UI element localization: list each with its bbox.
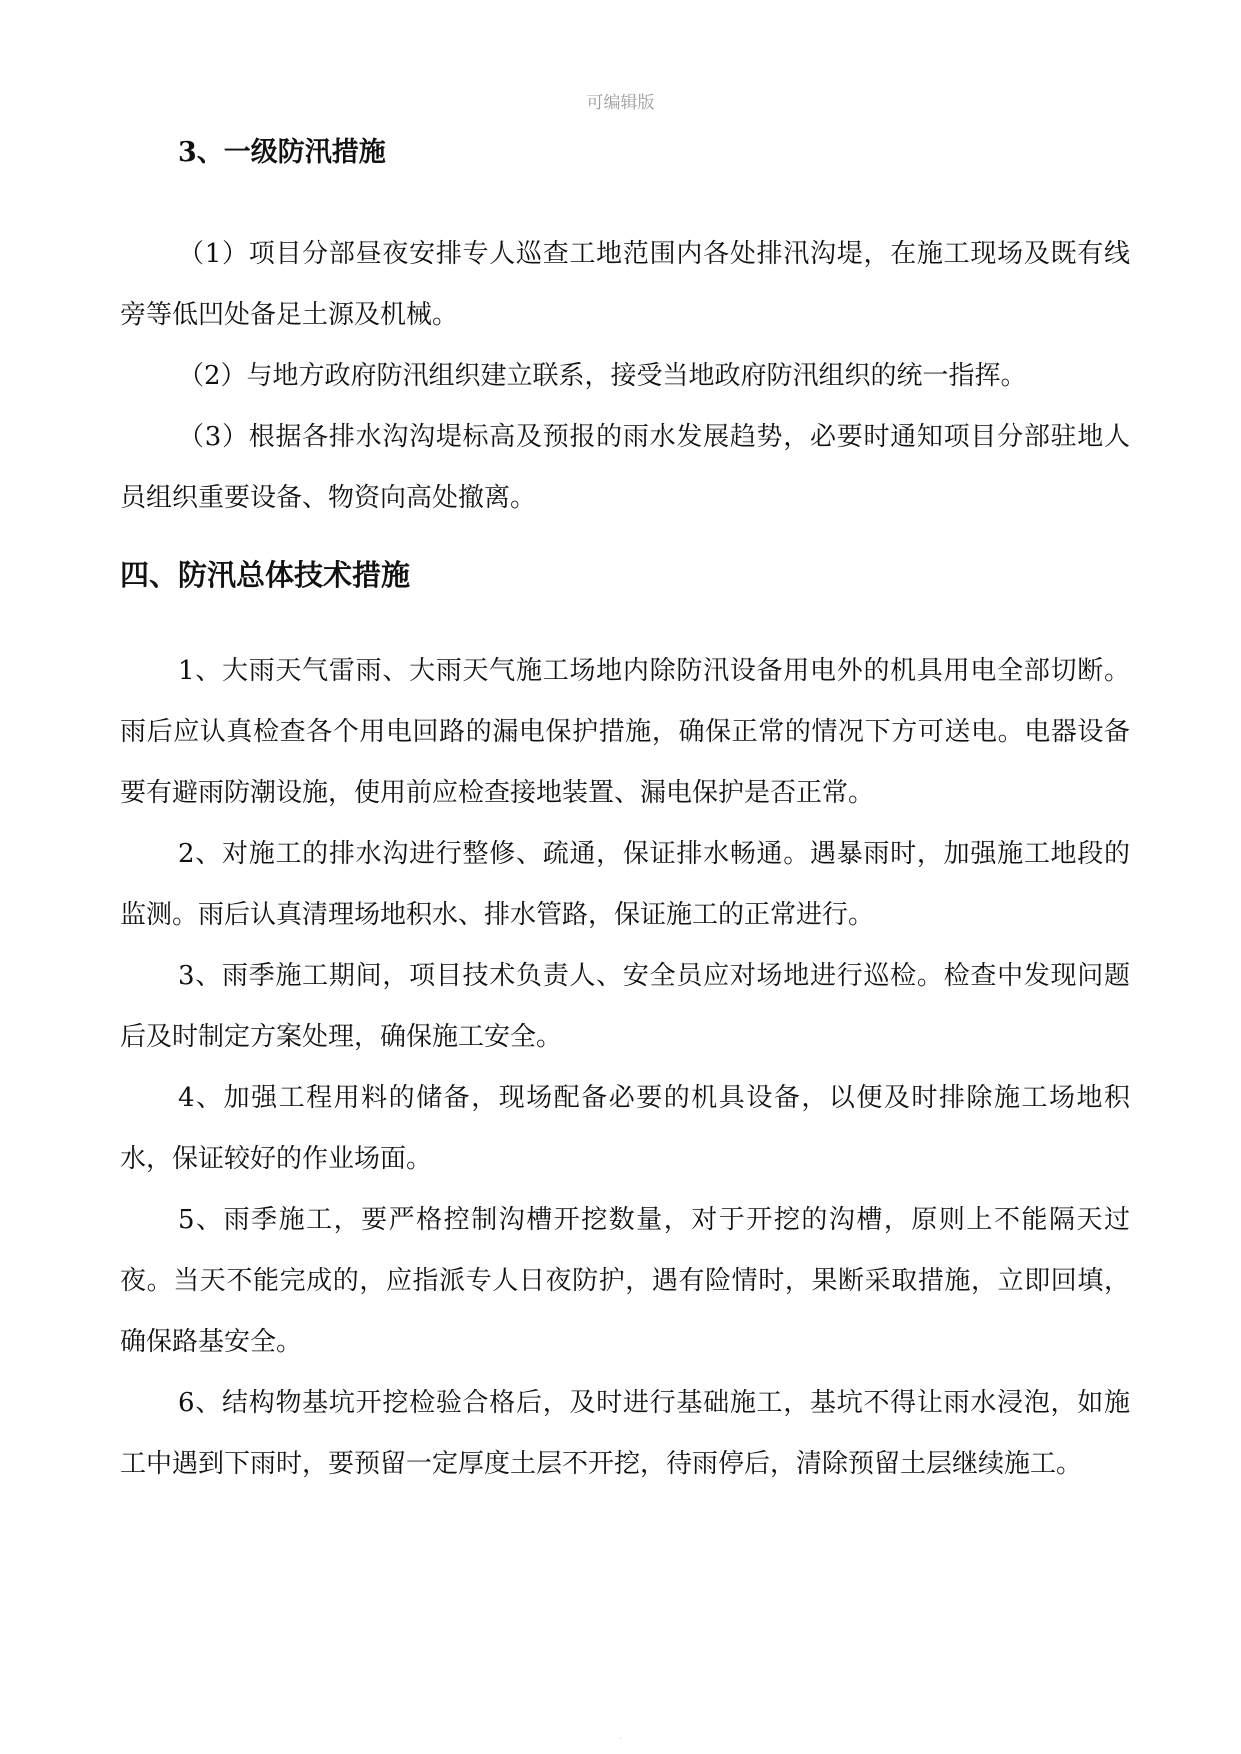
page-header-mark: 可编辑版 (586, 93, 655, 113)
section-3-item-3: （3）根据各排水沟沟堤标高及预报的雨水发展趋势，必要时通知项目分部驻地人员组织重要设备、物资向高处撤离。 (120, 422, 1130, 513)
spacer (120, 178, 1130, 224)
section-4-item-1: 1、大雨天气雷雨、大雨天气施工场地内除防汛设备用电外的机具用电全部切断。雨后应认真检查各个用电回路的漏电保护措施，确保正常的情况下方可送电。电器设备要有避雨防潮设施，使用前应检查接地装置、漏电保护是否正常。 (120, 656, 1130, 808)
section-3-item-1: （1）项目分部昼夜安排专人巡查工地范围内各处排汛沟堤，在施工现场及既有线旁等低凹处备足土源及机械。 (120, 239, 1130, 330)
spacer (120, 529, 1130, 547)
section-4-item-3: 3、雨季施工期间，项目技术负责人、安全员应对场地进行巡检。检查中发现问题后及时制定方案处理，确保施工安全。 (120, 961, 1130, 1052)
section-4-title: 四、防汛总体技术措施 (120, 558, 411, 592)
section-4-item-4: 4、加强工程用料的储备，现场配备必要的机具设备，以便及时排除施工场地积水，保证较好的作业场面。 (120, 1083, 1130, 1174)
page-footer-mark: · (618, 1734, 623, 1745)
section-3-item-2: （2）与地方政府防汛组织建立联系，接受当地政府防汛组织的统一指挥。 (178, 361, 1027, 391)
section-4-item-5: 5、雨季施工，要严格控制沟槽开挖数量，对于开挖的沟槽，原则上不能隔天过夜。当天不能完成的，应指派专人日夜防护，遇有险情时，果断采取措施，立即回填，确保路基安全。 (120, 1205, 1130, 1357)
spacer (120, 603, 1130, 641)
section-4-item-6: 6、结构物基坑开挖检验合格后，及时进行基础施工，基坑不得让雨水浸泡，如施工中遇到下雨时，要预留一定厚度土层不开挖，待雨停后，清除预留土层继续施工。 (120, 1388, 1130, 1479)
document-body (120, 128, 1130, 1495)
section-3-title: 3、一级防汛措施 (178, 137, 386, 168)
section-4-item-2: 2、对施工的排水沟进行整修、疏通，保证排水畅通。遇暴雨时，加强施工地段的监测。雨后认真清理场地积水、排水管路，保证施工的正常进行。 (120, 839, 1130, 930)
